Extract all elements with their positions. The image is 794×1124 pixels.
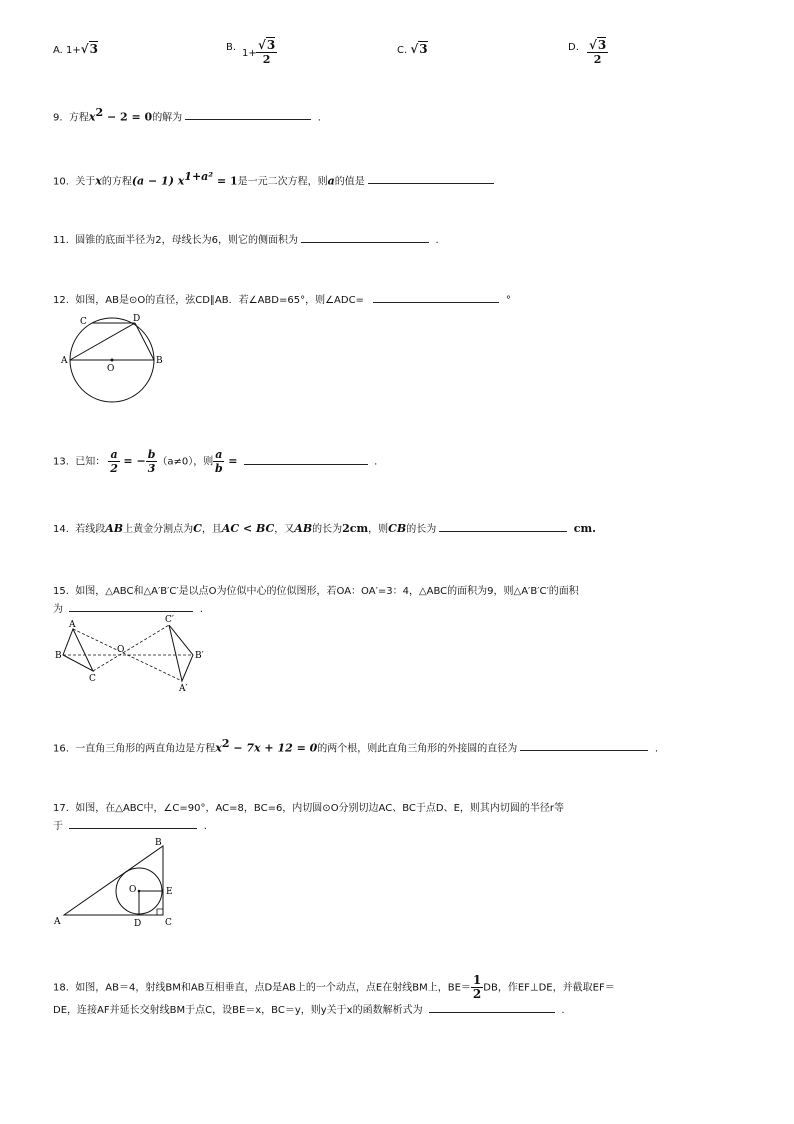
answer-blank-11[interactable] bbox=[301, 231, 429, 243]
answer-blank-16[interactable] bbox=[520, 739, 648, 751]
question-18-line2: DE，连接AF并延长交射线BM于点C，设BE＝x，BC＝y，则y关于x的函数解析式为 . bbox=[53, 1001, 565, 1016]
label-d: D bbox=[133, 314, 141, 324]
question-10: 10. 关于x的方程(a − 1) $x^{1+a^2} = 1$是一元二次方程，则a的值是 bbox=[53, 170, 494, 187]
answer-blank-10[interactable] bbox=[368, 172, 494, 184]
answer-blank-17[interactable] bbox=[69, 817, 197, 829]
option-d-fraction: $\frac{√3}{2}$ bbox=[589, 38, 607, 66]
question-16: 16. 一直角三角形的两直角边是方程$x^2 - 7x + 12 = 0$的两个根，则此直角三角形的外接圆的直径为 . bbox=[53, 737, 659, 755]
center-point bbox=[111, 359, 114, 362]
label-a: A bbox=[69, 620, 76, 630]
label-o: O bbox=[129, 885, 137, 895]
answer-blank-12[interactable] bbox=[373, 291, 499, 303]
circle-figure bbox=[60, 312, 170, 402]
center-point bbox=[138, 890, 141, 893]
question-15-line2: 为 . bbox=[53, 600, 203, 615]
label-o: O bbox=[117, 645, 125, 655]
line-bd bbox=[135, 323, 154, 360]
label-a: A bbox=[54, 917, 61, 927]
label-a: A bbox=[61, 356, 68, 366]
label-c: C bbox=[89, 674, 96, 684]
option-c: C. √3 bbox=[397, 42, 428, 56]
question-12: 12. 如图，AB是⊙O的直径，弦CD∥AB．若∠ABD=65°，则∠ADC= ° bbox=[53, 291, 511, 306]
answer-blank-15[interactable] bbox=[69, 600, 193, 612]
label-b: B bbox=[156, 356, 163, 366]
answer-blank-9[interactable] bbox=[185, 108, 311, 120]
label-o: O bbox=[107, 364, 115, 374]
question-15: 15. 如图，△ABC和△A′B′C′是以点O为位似中心的位似图形，若OA：OA′=3：4，△ABC的面积为9，则△A′B′C′的面积 bbox=[53, 586, 579, 597]
question-18: 18. 如图，AB＝4，射线BM和AB互相垂直，点D是AB上的一个动点，点E在射线BM上，BE＝ $\frac{1}{2}$ DB，作EF⊥DE，并截取EF＝ bbox=[53, 973, 615, 1001]
triangle-abc bbox=[64, 846, 163, 915]
triangle-abc-prime bbox=[169, 625, 193, 681]
question-17-line2: 于 . bbox=[53, 817, 207, 832]
question-11: 11. 圆锥的底面半径为2，母线长为6，则它的侧面积为 . bbox=[53, 231, 439, 246]
option-b-prefix: 1+ bbox=[242, 48, 257, 59]
option-b: B. bbox=[226, 42, 237, 53]
ray-cc bbox=[93, 625, 169, 671]
answer-blank-13[interactable] bbox=[244, 453, 368, 465]
label-c: C bbox=[165, 918, 172, 928]
label-c: C bbox=[80, 317, 87, 327]
answer-blank-18[interactable] bbox=[429, 1001, 555, 1013]
right-angle-c bbox=[157, 909, 163, 915]
option-b-fraction: $\frac{√3}{2}$ bbox=[258, 38, 276, 66]
sqrt-expression: √3 bbox=[80, 42, 99, 56]
label-b: B bbox=[55, 651, 62, 661]
homothety-figure bbox=[55, 615, 215, 695]
line-ad bbox=[70, 323, 135, 360]
question-14: 14. 若线段AB上黄金分割点为C，且AC < BC，又AB的长为2cm，则CB的长为 cm. bbox=[53, 522, 596, 535]
label-a-prime: A′ bbox=[179, 684, 188, 694]
question-17: 17. 如图，在△ABC中，∠C=90°，AC=8，BC=6，内切圆⊙O分别切边AC、BC于点D、E，则其内切圆的半径r等 bbox=[53, 803, 565, 814]
question-13: 13. 已知： $\frac{a}{2}$ = − $\frac{b}{3}$ （a≠0），则 $\frac{a}{b}$ = . bbox=[53, 448, 378, 475]
question-9: 9. 方程$x^2 - 2 = 0$的解为 . bbox=[53, 106, 321, 124]
label-c-prime: C′ bbox=[165, 615, 174, 625]
option-a: A. 1+√3 bbox=[53, 42, 99, 56]
option-d: D. bbox=[568, 42, 579, 53]
label-d: D bbox=[134, 919, 142, 929]
label-e: E bbox=[166, 887, 173, 897]
label-b-prime: B′ bbox=[195, 651, 204, 661]
triangle-abc bbox=[63, 629, 93, 671]
answer-blank-14[interactable] bbox=[439, 520, 567, 532]
incircle-figure bbox=[52, 836, 192, 928]
label-b: B bbox=[155, 838, 162, 848]
